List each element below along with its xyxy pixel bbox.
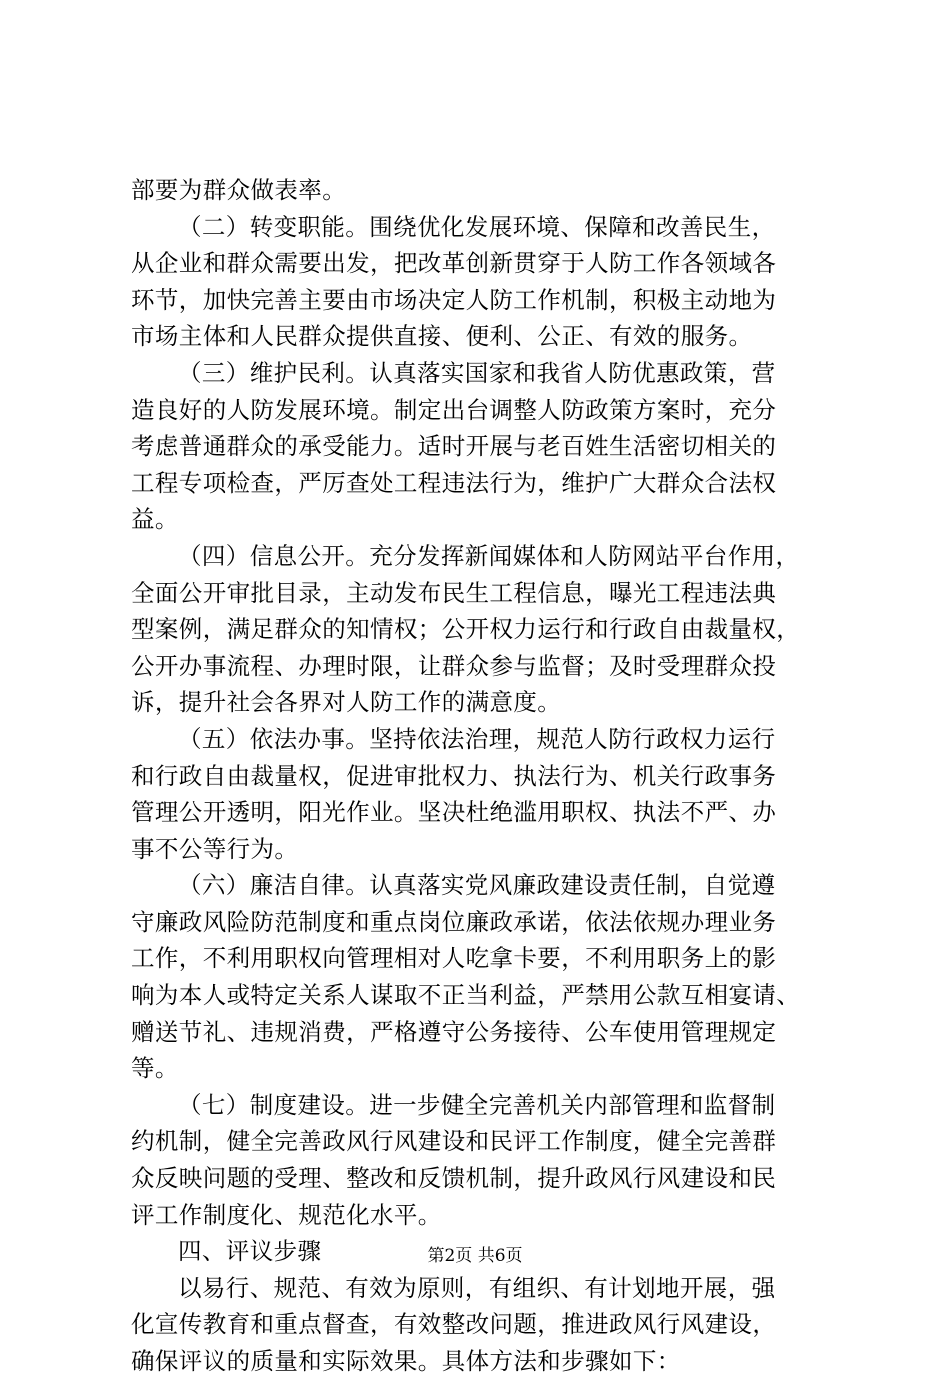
text-line: 工作，不利用职权向管理相对人吃拿卡要，不利用职务上的影 xyxy=(131,944,777,973)
text-line: 评工作制度化、规范化水平。 xyxy=(131,1200,442,1229)
text-line: 造良好的人防发展环境。制定出台调整人防政策方案时，充分 xyxy=(131,395,777,424)
text-line: 益。 xyxy=(131,505,179,534)
text-line: （二）转变职能。围绕优化发展环境、保障和改善民生， xyxy=(178,212,776,241)
text-line: （三）维护民利。认真落实国家和我省人防优惠政策，营 xyxy=(178,358,776,387)
text-line: 和行政自由裁量权，促进审批权力、执法行为、机关行政事务 xyxy=(131,761,777,790)
text-line: 工程专项检查，严厉查处工程违法行为，维护广大群众合法权 xyxy=(131,468,777,497)
page-footer: 第2页 共6页 xyxy=(427,1246,523,1266)
text-line: 环节，加快完善主要由市场决定人防工作机制，积极主动地为 xyxy=(131,285,777,314)
text-line: 考虑普通群众的承受能力。适时开展与老百姓生活密切相关的 xyxy=(131,432,777,461)
text-line: 市场主体和人民群众提供直接、便利、公正、有效的服务。 xyxy=(131,322,753,351)
text-line: 约机制，健全完善政风行风建设和民评工作制度，健全完善群 xyxy=(131,1127,777,1156)
text-line: （四）信息公开。充分发挥新闻媒体和人防网站平台作用， xyxy=(178,541,800,570)
text-line: 赠送节礼、违规消费，严格遵守公务接待、公车使用管理规定 xyxy=(131,1017,777,1046)
text-line: 公开办事流程、办理时限，让群众参与监督；及时受理群众投 xyxy=(131,651,777,680)
text-line: 型案例，满足群众的知情权；公开权力运行和行政自由裁量权， xyxy=(131,615,801,644)
text-line: 诉，提升社会各界对人防工作的满意度。 xyxy=(131,688,562,717)
text-line: 部要为群众做表率。 xyxy=(131,176,347,204)
text-line: 从企业和群众需要出发，把改革创新贯穿于人防工作各领域各 xyxy=(131,249,777,278)
text-line: （五）依法办事。坚持依法治理，规范人防行政权力运行 xyxy=(178,724,776,753)
text-line: 以易行、规范、有效为原则，有组织、有计划地开展，强 xyxy=(178,1273,776,1302)
document-body xyxy=(131,172,831,1380)
text-line: （七）制度建设。进一步健全完善机关内部管理和监督制 xyxy=(178,1090,776,1119)
text-line: 等。 xyxy=(131,1054,179,1083)
text-line: （六）廉洁自律。认真落实党风廉政建设责任制，自觉遵 xyxy=(178,871,776,900)
text-line: 管理公开透明，阳光作业。坚决杜绝滥用职权、执法不严、办 xyxy=(131,798,777,827)
text-line: 确保评议的质量和实际效果。具体方法和步骤如下： xyxy=(131,1347,681,1375)
text-line: 事不公等行为。 xyxy=(131,834,299,863)
text-line: 响为本人或特定关系人谋取不正当利益，严禁用公款互相宴请、 xyxy=(131,981,801,1010)
text-line: 化宣传教育和重点督查，有效整改问题，推进政风行风建设， xyxy=(131,1310,777,1339)
text-line: 众反映问题的受理、整改和反馈机制，提升政风行风建设和民 xyxy=(131,1164,777,1193)
text-line: 守廉政风险防范制度和重点岗位廉政承诺，依法依规办理业务 xyxy=(131,907,777,936)
text-line: 全面公开审批目录，主动发布民生工程信息，曝光工程违法典 xyxy=(131,578,777,607)
text-line: 四、评议步骤 xyxy=(178,1237,322,1266)
